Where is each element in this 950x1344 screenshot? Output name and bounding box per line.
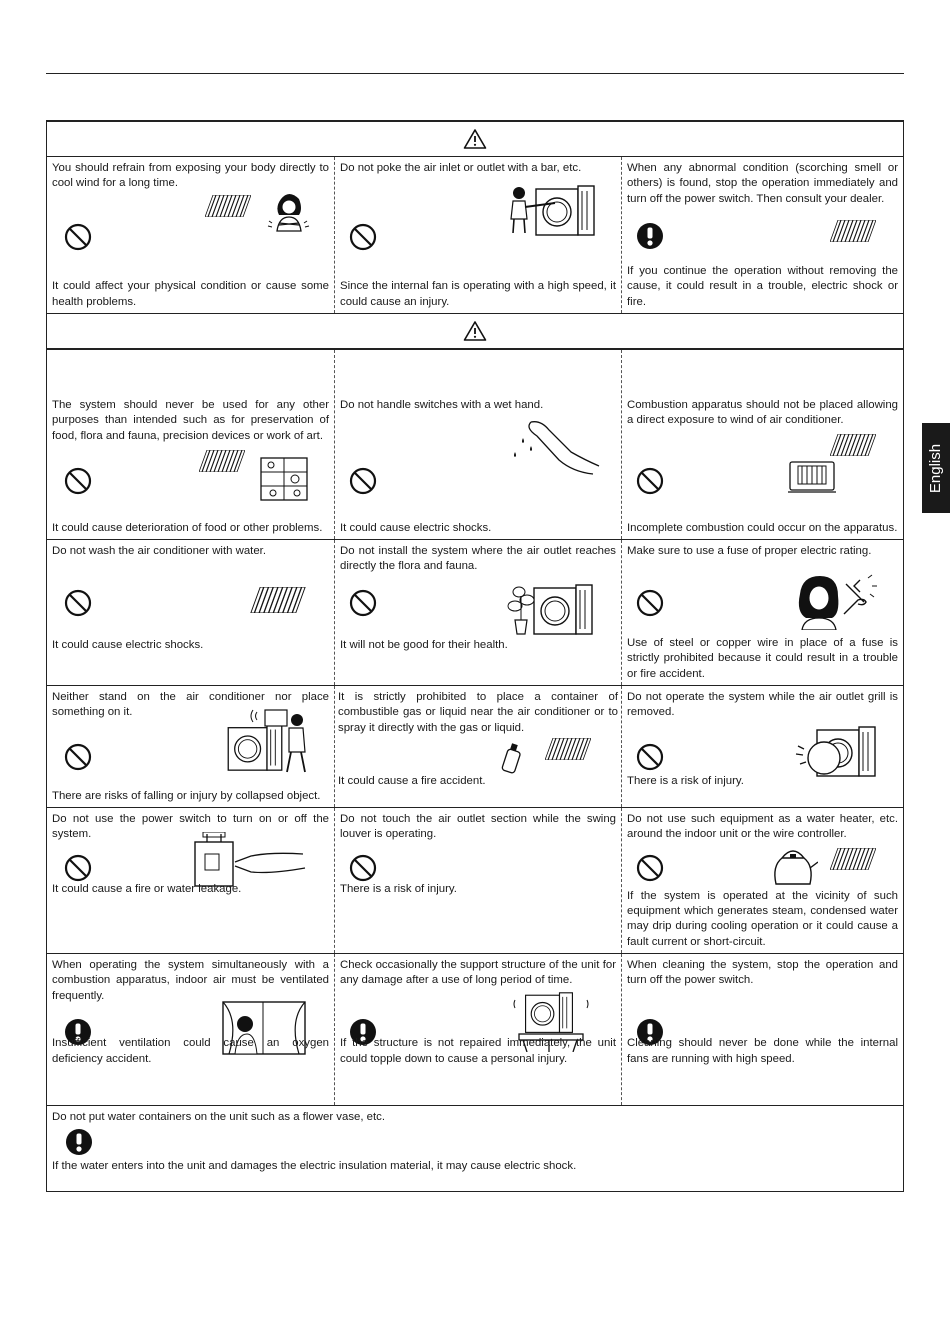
- prohibition-icon: [636, 467, 664, 495]
- food-boxes-illustration: [259, 454, 309, 502]
- instruction-text: Do not use such equipment as a water heater, etc. around the indoor unit or the wire controller.: [627, 813, 898, 841]
- prohibition-icon: [349, 467, 377, 495]
- consequence-text: If the system is operated at the vicinity of such equipment which generates steam, condensed water may drip during cooling operation or it could cause a fault current or short-circuit.: [627, 889, 898, 948]
- instruction-text: Combustion apparatus should not be placed allowing a direct exposure to wind of air conditioner.: [627, 399, 898, 427]
- consequence-text: Insufficient ventilation could cause an oxygen deficiency accident.: [52, 1037, 329, 1065]
- table-cell: [621, 350, 903, 539]
- mandatory-action-icon: [636, 222, 664, 250]
- instruction-text: When any abnormal condition (scorching smell or others) is found, stop the operation immediately and turn off the power switch. Then consult your dealer.: [627, 162, 898, 205]
- table-cell: [334, 954, 621, 1105]
- table-cell: [47, 350, 334, 539]
- warning-icon: [463, 128, 487, 150]
- instruction-text: Do not handle switches with a wet hand.: [340, 399, 544, 411]
- table-cell: [47, 808, 334, 953]
- table-cell: [621, 540, 903, 685]
- instruction-text: Make sure to use a fuse of proper electric rating.: [627, 545, 872, 557]
- consequence-text: It could cause a fire accident.: [338, 774, 486, 787]
- table-row: [47, 539, 903, 685]
- heater-illustration: [788, 460, 836, 494]
- mandatory-action-icon: [65, 1128, 93, 1156]
- instruction-text: The system should never be used for any other purposes than intended such as for preservation of food, flora and fauna, precision devices or work of art.: [52, 399, 329, 442]
- table-row: [47, 685, 903, 807]
- table-cell: [334, 350, 621, 539]
- cold-wind-icon: [830, 220, 876, 242]
- instruction-text: Do not use the power switch to turn on or off the system.: [52, 813, 329, 841]
- power-switch-hand-illustration: [191, 832, 307, 888]
- instruction-text: Do not operate the system while the air outlet grill is removed.: [627, 691, 898, 719]
- safety-table: [46, 120, 904, 1192]
- consequence-text: It could cause electric shocks.: [52, 638, 204, 651]
- consequence-text: If you continue the operation without removing the cause, it could result in a trouble, electric shock or fire.: [627, 265, 898, 308]
- table-cell: [621, 808, 903, 953]
- instruction-text: Do not put water containers on the unit such as a flower vase, etc.: [52, 1111, 386, 1123]
- instruction-text: Neither stand on the air conditioner nor place something on it.: [52, 691, 329, 719]
- instruction-text: Do not poke the air inlet or outlet with a bar, etc.: [340, 162, 582, 174]
- consequence-text: It could cause a fire or water leakage.: [52, 883, 242, 895]
- table-cell: [621, 157, 903, 313]
- prohibition-icon: [64, 589, 92, 617]
- instruction-text: Do not touch the air outlet section while the swing louver is operating.: [340, 813, 616, 841]
- table-row: [47, 156, 903, 313]
- instruction-text: You should refrain from exposing your body directly to cool wind for a long time.: [52, 162, 329, 190]
- table-row: [47, 807, 903, 953]
- table-cell: [334, 540, 621, 685]
- table-cell: [334, 808, 621, 953]
- cold-wind-icon: [830, 434, 876, 456]
- table-cell: [334, 686, 621, 807]
- table-cell: [621, 686, 903, 807]
- prohibition-icon: [64, 854, 92, 882]
- prohibition-icon: [349, 223, 377, 251]
- spray-can-illustration: [499, 742, 525, 774]
- prohibition-icon: [349, 854, 377, 882]
- prohibition-icon: [64, 743, 92, 771]
- prohibition-icon: [64, 223, 92, 251]
- table-cell: [47, 686, 334, 807]
- table-cell: [47, 540, 334, 685]
- prohibition-icon: [349, 589, 377, 617]
- language-label: English: [927, 443, 945, 493]
- instruction-text: It is strictly prohibited to place a container of combustible gas or liquid near the air conditioner or to spray it directly with the gas or liquid.: [338, 691, 618, 734]
- table-row: [47, 349, 903, 539]
- consequence-text: Use of steel or copper wire in place of a fuse is strictly prohibited because it could result in a trouble or fire accident.: [627, 637, 898, 680]
- shivering-person-illustration: [265, 191, 313, 237]
- warning-header: [46, 121, 904, 157]
- cold-wind-icon: [205, 195, 251, 217]
- instruction-text: Do not wash the air conditioner with water.: [52, 545, 267, 557]
- consequence-text: If the structure is not repaired immediately, the unit could topple down to cause a personal injury.: [340, 1037, 616, 1065]
- consequence-text: There is a risk of injury.: [627, 774, 744, 787]
- prohibition-icon: [636, 589, 664, 617]
- instruction-text: Check occasionally the support structure of the unit for any damage after a use of long period of time.: [340, 959, 616, 987]
- consequence-text: Incomplete combustion could occur on the apparatus.: [627, 521, 898, 534]
- cold-wind-icon: [545, 738, 591, 760]
- table-cell: [621, 954, 903, 1105]
- table-row: [47, 953, 903, 1105]
- consequence-text: It could cause deterioration of food or other problems.: [52, 521, 323, 534]
- person-on-unit-illustration: [227, 708, 309, 774]
- table-cell: [47, 157, 334, 313]
- consequence-text: There is a risk of injury.: [340, 883, 457, 895]
- prohibition-icon: [636, 854, 664, 882]
- table-cell: [47, 954, 334, 1105]
- consequence-text: Cleaning should never be done while the internal fans are running with high speed.: [627, 1037, 898, 1065]
- instruction-text: Do not install the system where the air outlet reaches directly the flora and fauna.: [340, 545, 616, 573]
- top-rule: [46, 73, 904, 74]
- wet-hand-illustration: [511, 416, 601, 476]
- caution-header: [46, 313, 904, 349]
- prohibition-icon: [64, 467, 92, 495]
- prohibition-icon: [636, 743, 664, 771]
- table-row-full: [47, 1105, 903, 1191]
- water-spray-icon: [249, 587, 307, 613]
- instruction-text: When operating the system simultaneously with a combustion apparatus, indoor air must be ventilated frequently.: [52, 959, 329, 1002]
- cold-wind-icon: [199, 450, 245, 472]
- consequence-text: If the water enters into the unit and damages the electric insulation material, it may cause electric shock.: [52, 1160, 577, 1172]
- consequence-text: There are risks of falling or injury by collapsed object.: [52, 789, 321, 802]
- cold-wind-icon: [830, 848, 876, 870]
- consequence-text: Since the internal fan is operating with a high speed, it could cause an injury.: [340, 280, 616, 308]
- instruction-text: When cleaning the system, stop the operation and turn off the power switch.: [627, 959, 898, 987]
- consequence-text: It will not be good for their health.: [340, 638, 508, 651]
- plant-near-unit-illustration: [505, 578, 593, 638]
- consequence-text: It could affect your physical condition or cause some health problems.: [52, 280, 329, 308]
- table-cell: [334, 157, 621, 313]
- child-poking-unit-illustration: [505, 181, 595, 237]
- warning-icon: [463, 320, 487, 342]
- kettle-illustration: [768, 844, 818, 888]
- consequence-text: It could cause electric shocks.: [340, 521, 492, 534]
- language-tab: [922, 423, 950, 513]
- person-with-tools-illustration: [794, 574, 878, 630]
